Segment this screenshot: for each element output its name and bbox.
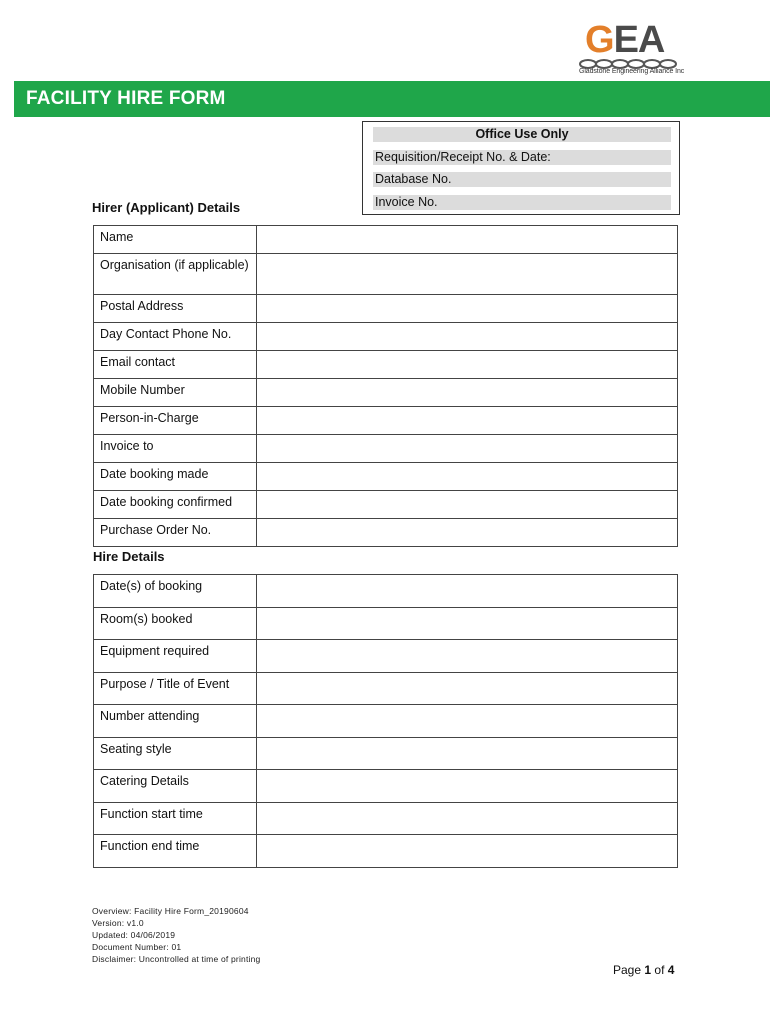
footer-disclaimer: Disclaimer: Uncontrolled at time of printing (92, 954, 261, 964)
field-label: Day Contact Phone No. (94, 323, 257, 351)
table-row (94, 640, 678, 673)
catering-input[interactable] (257, 770, 678, 803)
office-use-box (362, 121, 680, 215)
field-label: Name (94, 226, 257, 254)
event-title-input[interactable] (257, 673, 678, 705)
equipment-input[interactable] (257, 640, 678, 673)
field-label: Person-in-Charge (94, 407, 257, 435)
field-label: Date booking made (94, 463, 257, 491)
footer-document-number: Document Number: 01 (92, 942, 182, 952)
field-label: Number attending (94, 705, 257, 738)
table-row (94, 738, 678, 770)
table-row (94, 803, 678, 835)
field-label: Equipment required (94, 640, 257, 673)
field-label: Function start time (94, 803, 257, 835)
table-row (94, 519, 678, 547)
email-input[interactable] (257, 351, 678, 379)
page-number: Page 1 of 4 (613, 963, 675, 977)
table-row (94, 608, 678, 640)
office-field-database[interactable]: Database No. (373, 172, 671, 187)
field-label: Purpose / Title of Event (94, 673, 257, 705)
table-row (94, 379, 678, 407)
office-field-invoice[interactable]: Invoice No. (373, 195, 671, 210)
field-label: Room(s) booked (94, 608, 257, 640)
hire-details-heading: Hire Details (93, 549, 165, 564)
footer-overview: Overview: Facility Hire Form_20190604 (92, 906, 249, 916)
table-row (94, 575, 678, 608)
title-banner (14, 81, 770, 117)
mobile-input[interactable] (257, 379, 678, 407)
table-row (94, 491, 678, 519)
document-footer (92, 905, 260, 965)
field-label: Purchase Order No. (94, 519, 257, 547)
table-row (94, 705, 678, 738)
table-row (94, 463, 678, 491)
office-field-requisition[interactable]: Requisition/Receipt No. & Date: (373, 150, 671, 165)
form-title: FACILITY HIRE FORM (26, 88, 226, 109)
start-time-input[interactable] (257, 803, 678, 835)
field-label: Invoice to (94, 435, 257, 463)
table-row (94, 295, 678, 323)
office-use-heading: Office Use Only (373, 127, 671, 142)
end-time-input[interactable] (257, 835, 678, 868)
table-row (94, 770, 678, 803)
table-row (94, 435, 678, 463)
logo-tagline: Gladstone Engineering Alliance Inc (579, 68, 685, 75)
field-label: Mobile Number (94, 379, 257, 407)
gea-logo (577, 19, 685, 78)
booking-dates-input[interactable] (257, 575, 678, 608)
organisation-input[interactable] (257, 254, 678, 295)
date-booking-made-input[interactable] (257, 463, 678, 491)
name-input[interactable] (257, 226, 678, 254)
hirer-details-table (93, 225, 678, 547)
purchase-order-input[interactable] (257, 519, 678, 547)
table-row (94, 835, 678, 868)
table-row (94, 407, 678, 435)
day-phone-input[interactable] (257, 323, 678, 351)
invoice-to-input[interactable] (257, 435, 678, 463)
field-label: Catering Details (94, 770, 257, 803)
hire-details-table (93, 574, 678, 868)
seating-style-input[interactable] (257, 738, 678, 770)
field-label: Organisation (if applicable) (94, 254, 257, 295)
field-label: Function end time (94, 835, 257, 868)
date-booking-confirmed-input[interactable] (257, 491, 678, 519)
table-row (94, 351, 678, 379)
logo-letters: GEA (585, 19, 665, 61)
footer-version: Version: v1.0 (92, 918, 144, 928)
rooms-booked-input[interactable] (257, 608, 678, 640)
field-label: Date(s) of booking (94, 575, 257, 608)
table-row (94, 254, 678, 295)
field-label: Email contact (94, 351, 257, 379)
field-label: Date booking confirmed (94, 491, 257, 519)
hirer-details-heading: Hirer (Applicant) Details (92, 200, 241, 215)
field-label: Postal Address (94, 295, 257, 323)
table-row (94, 226, 678, 254)
field-label: Seating style (94, 738, 257, 770)
table-row (94, 673, 678, 705)
number-attending-input[interactable] (257, 705, 678, 738)
person-in-charge-input[interactable] (257, 407, 678, 435)
table-row (94, 323, 678, 351)
footer-updated: Updated: 04/06/2019 (92, 930, 176, 940)
postal-address-input[interactable] (257, 295, 678, 323)
